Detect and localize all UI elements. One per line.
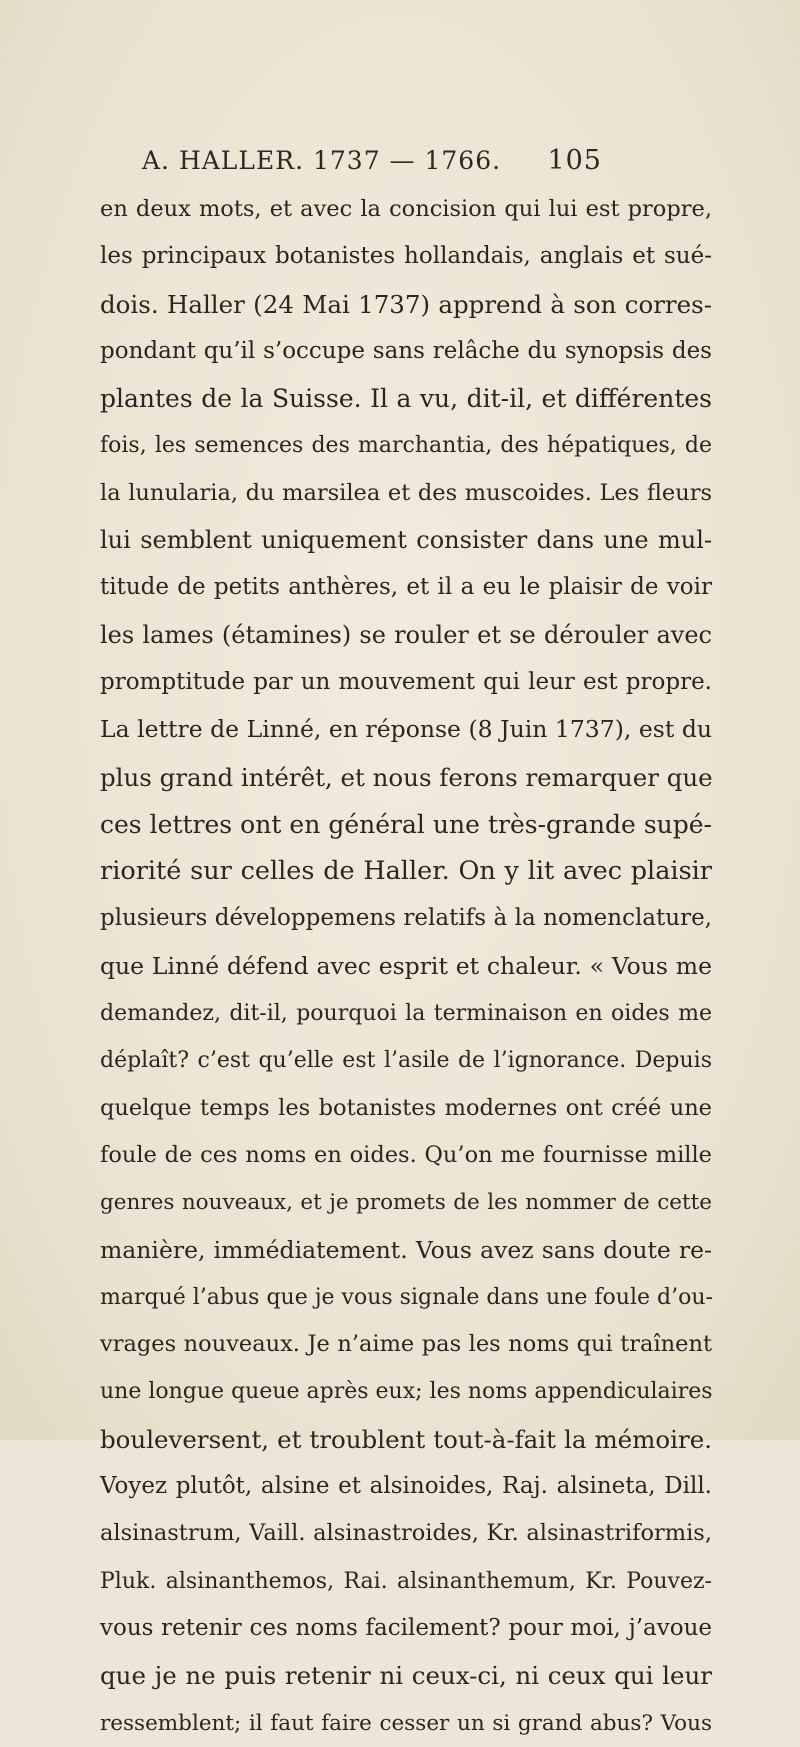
text-line: Pluk. alsinanthemos, Rai. alsinanthemum, Kr. Pouvez- [100, 1568, 712, 1594]
text-line: alsinastrum, Vaill. alsinastroides, Kr. alsinastriformis, [100, 1520, 712, 1547]
text-line: que je ne puis retenir ni ceux-ci, ni ceux qui leur [100, 1661, 712, 1691]
text-line: La lettre de Linné, en réponse (8 Juin 1737), est du [100, 715, 712, 744]
text-line: lui semblent uniquement consister dans une mul- [100, 526, 712, 555]
text-line: déplaît? c’est qu’elle est l’asile de l’ignorance. Depuis [100, 1048, 712, 1074]
text-line: plus grand intérêt, et nous ferons remarquer que [100, 762, 713, 792]
page-number: 105 [547, 145, 602, 176]
text-line: en deux mots, et avec la concision qui lui est propre, [100, 196, 712, 222]
text-line: titude de petits anthères, et il a eu le plaisir de voir [100, 574, 712, 601]
running-header [142, 145, 602, 176]
body-text [100, 186, 712, 1747]
text-line: les principaux botanistes hollandais, anglais et sué- [100, 243, 712, 270]
text-line: Voyez plutôt, alsine et alsinoides, Raj. alsineta, Dill. [100, 1473, 712, 1500]
text-line: dois. Haller (24 Mai 1737) apprend à son corres- [100, 289, 712, 319]
text-line: riorité sur celles de Haller. On y lit avec plaisir [100, 856, 712, 887]
text-line: genres nouveaux, et je promets de les nommer de cette [100, 1190, 712, 1216]
text-line: ressemblent; il faut faire cesser un si grand abus? Vous [100, 1710, 712, 1736]
text-line: bouleversent, et troublent tout-à-fait la mémoire. [100, 1424, 712, 1454]
text-line: ces lettres ont en général une très-grande supé- [100, 809, 712, 839]
text-line: vous retenir ces noms facilement? pour moi, j’avoue [100, 1614, 712, 1641]
text-line: foule de ces noms en oides. Qu’on me fournisse mille [100, 1141, 712, 1168]
text-line: plantes de la Suisse. Il a vu, dit-il, et différentes [100, 384, 712, 414]
text-line: fois, les semences des marchantia, des hépatiques, de [100, 433, 712, 459]
text-line: vrages nouveaux. Je n’aime pas les noms qui traînent [100, 1331, 712, 1358]
text-line: la lunularia, du marsilea et des muscoides. Les fleurs [100, 479, 712, 506]
text-line: marqué l’abus que je vous signale dans une foule d’ou- [100, 1284, 713, 1310]
text-line: manière, immédiatement. Vous avez sans doute re- [100, 1235, 712, 1264]
running-title: A. HALLER. 1737 — 1766. [142, 146, 502, 175]
text-line: une longue queue après eux; les noms appendiculaires [100, 1379, 713, 1405]
text-line: les lames (étamines) se rouler et se dérouler avec [100, 620, 712, 649]
text-line: plusieurs développemens relatifs à la nomenclature, [100, 905, 712, 932]
text-line: promptitude par un mouvement qui leur est propre. [100, 668, 712, 695]
text-line: pondant qu’il s’occupe sans relâche du synopsis des [100, 337, 712, 364]
text-line: que Linné défend avec esprit et chaleur. « Vous me [100, 951, 712, 980]
text-line: demandez, dit-il, pourquoi la terminaison en oides me [100, 1001, 712, 1027]
text-line: quelque temps les botanistes modernes ont créé une [100, 1094, 712, 1121]
